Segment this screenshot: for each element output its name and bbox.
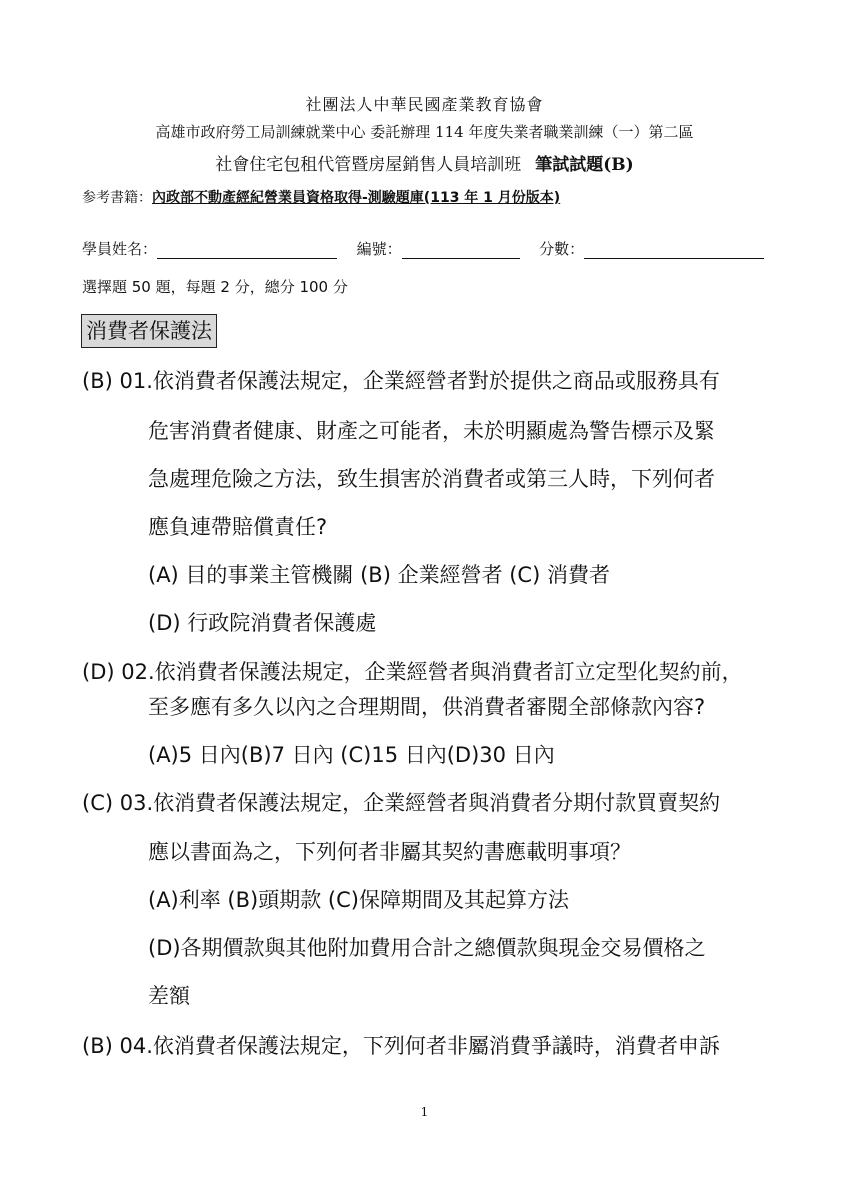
reference-book: 內政部不動產經紀營業員資格取得-測驗題庫(113 年 1 月份版本) bbox=[152, 190, 561, 206]
score-label: 分數： bbox=[539, 240, 585, 258]
organization-title: 社團法人中華民國產業教育協會 bbox=[305, 95, 544, 114]
question-1-options-a-c: (A) 目的事業主管機關 (B) 企業經營者 (C) 消費者 bbox=[148, 563, 610, 587]
number-label: 編號： bbox=[356, 240, 402, 258]
section-title: 消費者保護法 bbox=[81, 314, 217, 348]
question-4-line-1: (B) 04.依消費者保護法規定，下列何者非屬消費爭議時，消費者申訴 bbox=[82, 1034, 720, 1058]
question-2-options: (A)5 日內(B)7 日內 (C)15 日內(D)30 日內 bbox=[148, 743, 555, 767]
name-field[interactable] bbox=[157, 242, 337, 259]
question-2-line-1: (D) 02.依消費者保護法規定，企業經營者與消費者訂立定型化契約前， bbox=[82, 660, 743, 684]
question-1-line-2: 危害消費者健康、財產之可能者，未於明顯處為警告標示及緊 bbox=[148, 419, 715, 443]
question-1-line-1: (B) 01.依消費者保護法規定，企業經營者對於提供之商品或服務具有 bbox=[82, 369, 720, 393]
question-3-options-a-c: (A)利率 (B)頭期款 (C)保障期間及其起算方法 bbox=[148, 888, 569, 912]
page-number: 1 bbox=[420, 1105, 429, 1119]
question-3-option-d-line-2: 差額 bbox=[148, 984, 190, 1008]
question-1-line-4: 應負連帶賠償責任? bbox=[148, 515, 328, 539]
exam-info: 選擇題 50 題，每題 2 分，總分 100 分 bbox=[82, 278, 348, 296]
number-field[interactable] bbox=[402, 242, 520, 259]
reference-label: 参考書籍： bbox=[82, 190, 152, 206]
class-title bbox=[0, 150, 849, 175]
question-1-line-3: 急處理危險之方法，致生損害於消費者或第三人時，下列何者 bbox=[148, 467, 715, 491]
student-form bbox=[82, 238, 764, 259]
name-label: 學員姓名： bbox=[82, 240, 158, 258]
program-title: 高雄市政府勞工局訓練就業中心 委託辦理 114 年度失業者職業訓練（一）第二區 bbox=[155, 123, 694, 141]
class-name: 社會住宅包租代管暨房屋銷售人員培訓班 bbox=[215, 155, 522, 175]
question-3-line-1: (C) 03.依消費者保護法規定，企業經營者與消費者分期付款買賣契約 bbox=[82, 791, 721, 815]
score-field[interactable] bbox=[584, 242, 764, 259]
question-1-option-d: (D) 行政院消費者保護處 bbox=[148, 611, 377, 635]
question-3-option-d-line-1: (D)各期價款與其他附加費用合計之總價款與現金交易價格之 bbox=[148, 936, 706, 960]
exam-title: 筆試試題(B) bbox=[535, 155, 634, 175]
question-3-line-2: 應以書面為之，下列何者非屬其契約書應載明事項？ bbox=[148, 840, 631, 864]
question-2-line-2: 至多應有多久以內之合理期間，供消費者審閱全部條款內容? bbox=[148, 695, 706, 719]
reference-line bbox=[82, 187, 560, 207]
